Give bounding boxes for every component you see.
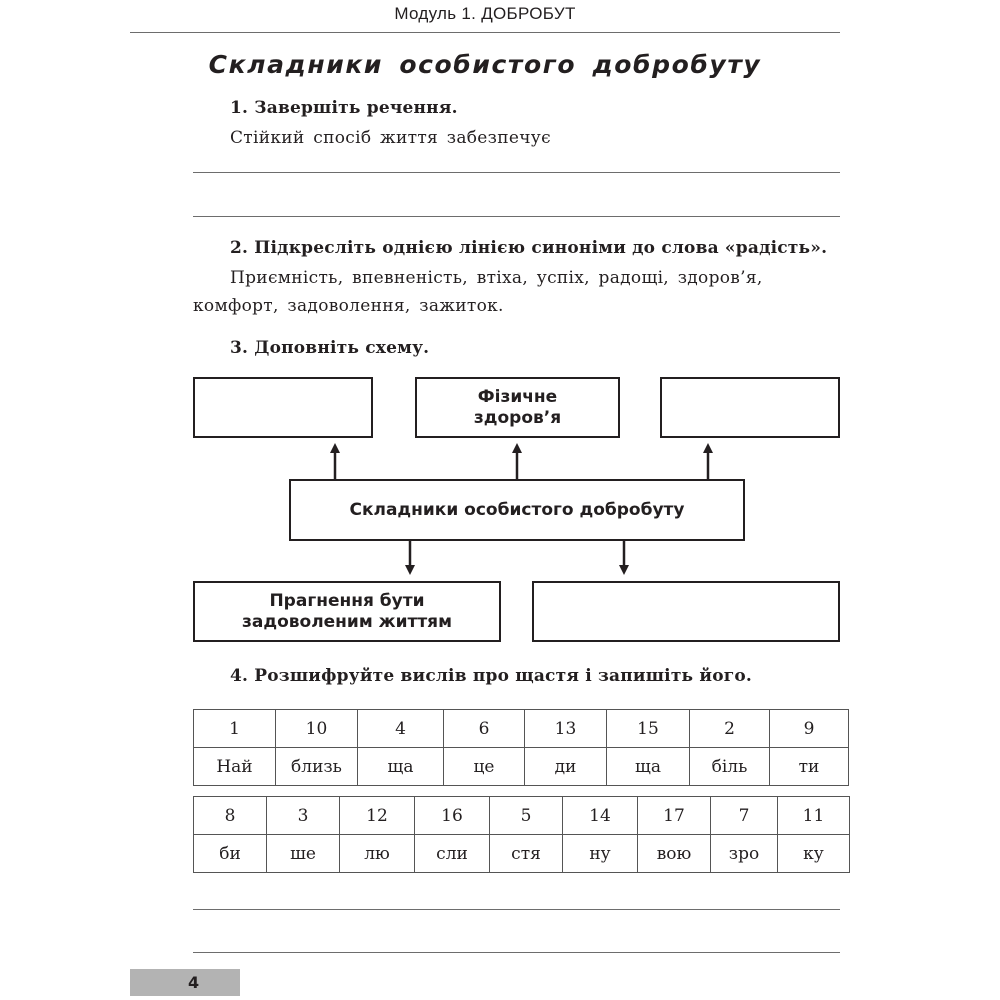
scheme-box-bottom-left-line-2: задоволеним життям: [242, 611, 452, 632]
cipher-number: 3: [267, 797, 340, 835]
scheme-box-top-middle-line-1: Фізичне: [477, 386, 558, 407]
cipher-number: 6: [444, 710, 525, 748]
cipher-table-2: [193, 796, 850, 873]
cipher-table-1-numbers-row: [194, 710, 849, 748]
scheme-box-top-left[interactable]: [193, 377, 373, 438]
cipher-syllable: би: [194, 835, 267, 873]
cipher-number: 12: [340, 797, 415, 835]
cipher-syllable: біль: [690, 748, 770, 786]
task-4-title: 4. Розшифруйте вислів про щастя і запишіть його.: [230, 666, 753, 686]
cipher-number: 7: [711, 797, 778, 835]
cipher-number: 1: [194, 710, 276, 748]
cipher-syllable: стя: [490, 835, 563, 873]
scheme-box-bottom-left-line-1: Прагнення бути: [269, 590, 425, 611]
cipher-number: 9: [770, 710, 849, 748]
scheme-box-top-right[interactable]: [660, 377, 840, 438]
cipher-syllable: Най: [194, 748, 276, 786]
scheme-box-center: Складники особистого добробуту: [289, 479, 745, 541]
cipher-table-2-numbers-row: [194, 797, 850, 835]
cipher-table-1-syllables-row: [194, 748, 849, 786]
scheme-box-bottom-left: [193, 581, 501, 642]
task-1-text: Стійкий спосіб життя забезпечує: [230, 128, 551, 148]
cipher-number: 16: [415, 797, 490, 835]
page-number: 4: [130, 969, 240, 996]
cipher-table-1: [193, 709, 849, 786]
cipher-syllable: ше: [267, 835, 340, 873]
cipher-syllable: вою: [638, 835, 711, 873]
scheme-box-top-middle-line-2: здоров’я: [473, 407, 562, 428]
cipher-number: 14: [563, 797, 638, 835]
cipher-syllable: ди: [525, 748, 607, 786]
cipher-syllable: ща: [358, 748, 444, 786]
cipher-number: 8: [194, 797, 267, 835]
task-2-title: 2. Підкресліть однією лінією синоніми до слова «радість».: [230, 238, 828, 258]
task-4-answer-line-1[interactable]: [193, 909, 840, 910]
cipher-syllable: ща: [607, 748, 690, 786]
cipher-number: 11: [778, 797, 850, 835]
cipher-number: 5: [490, 797, 563, 835]
task-3-title: 3. Доповніть схему.: [230, 338, 430, 358]
scheme-box-top-middle[interactable]: [415, 377, 620, 438]
task-2-line-1: Приємність, впевненість, втіха, успіх, радощі, здоров’я,: [230, 268, 763, 288]
cipher-syllable: це: [444, 748, 525, 786]
cipher-table-2-syllables-row: [194, 835, 850, 873]
cipher-number: 13: [525, 710, 607, 748]
cipher-syllable: сли: [415, 835, 490, 873]
cipher-syllable: ку: [778, 835, 850, 873]
task-1-title: 1. Завершіть речення.: [230, 98, 458, 118]
cipher-number: 4: [358, 710, 444, 748]
cipher-syllable: близь: [276, 748, 358, 786]
scheme-box-bottom-right[interactable]: [532, 581, 840, 642]
cipher-number: 10: [276, 710, 358, 748]
page-title: Складники особистого добробуту: [208, 50, 762, 79]
cipher-number: 15: [607, 710, 690, 748]
cipher-syllable: зро: [711, 835, 778, 873]
running-head: Модуль 1. ДОБРОБУТ: [394, 4, 576, 23]
task-2-line-2: комфорт, задоволення, зажиток.: [193, 296, 504, 316]
task-4-answer-line-2[interactable]: [193, 952, 840, 953]
cipher-syllable: ти: [770, 748, 849, 786]
cipher-syllable: лю: [340, 835, 415, 873]
cipher-syllable: ну: [563, 835, 638, 873]
cipher-number: 17: [638, 797, 711, 835]
cipher-number: 2: [690, 710, 770, 748]
